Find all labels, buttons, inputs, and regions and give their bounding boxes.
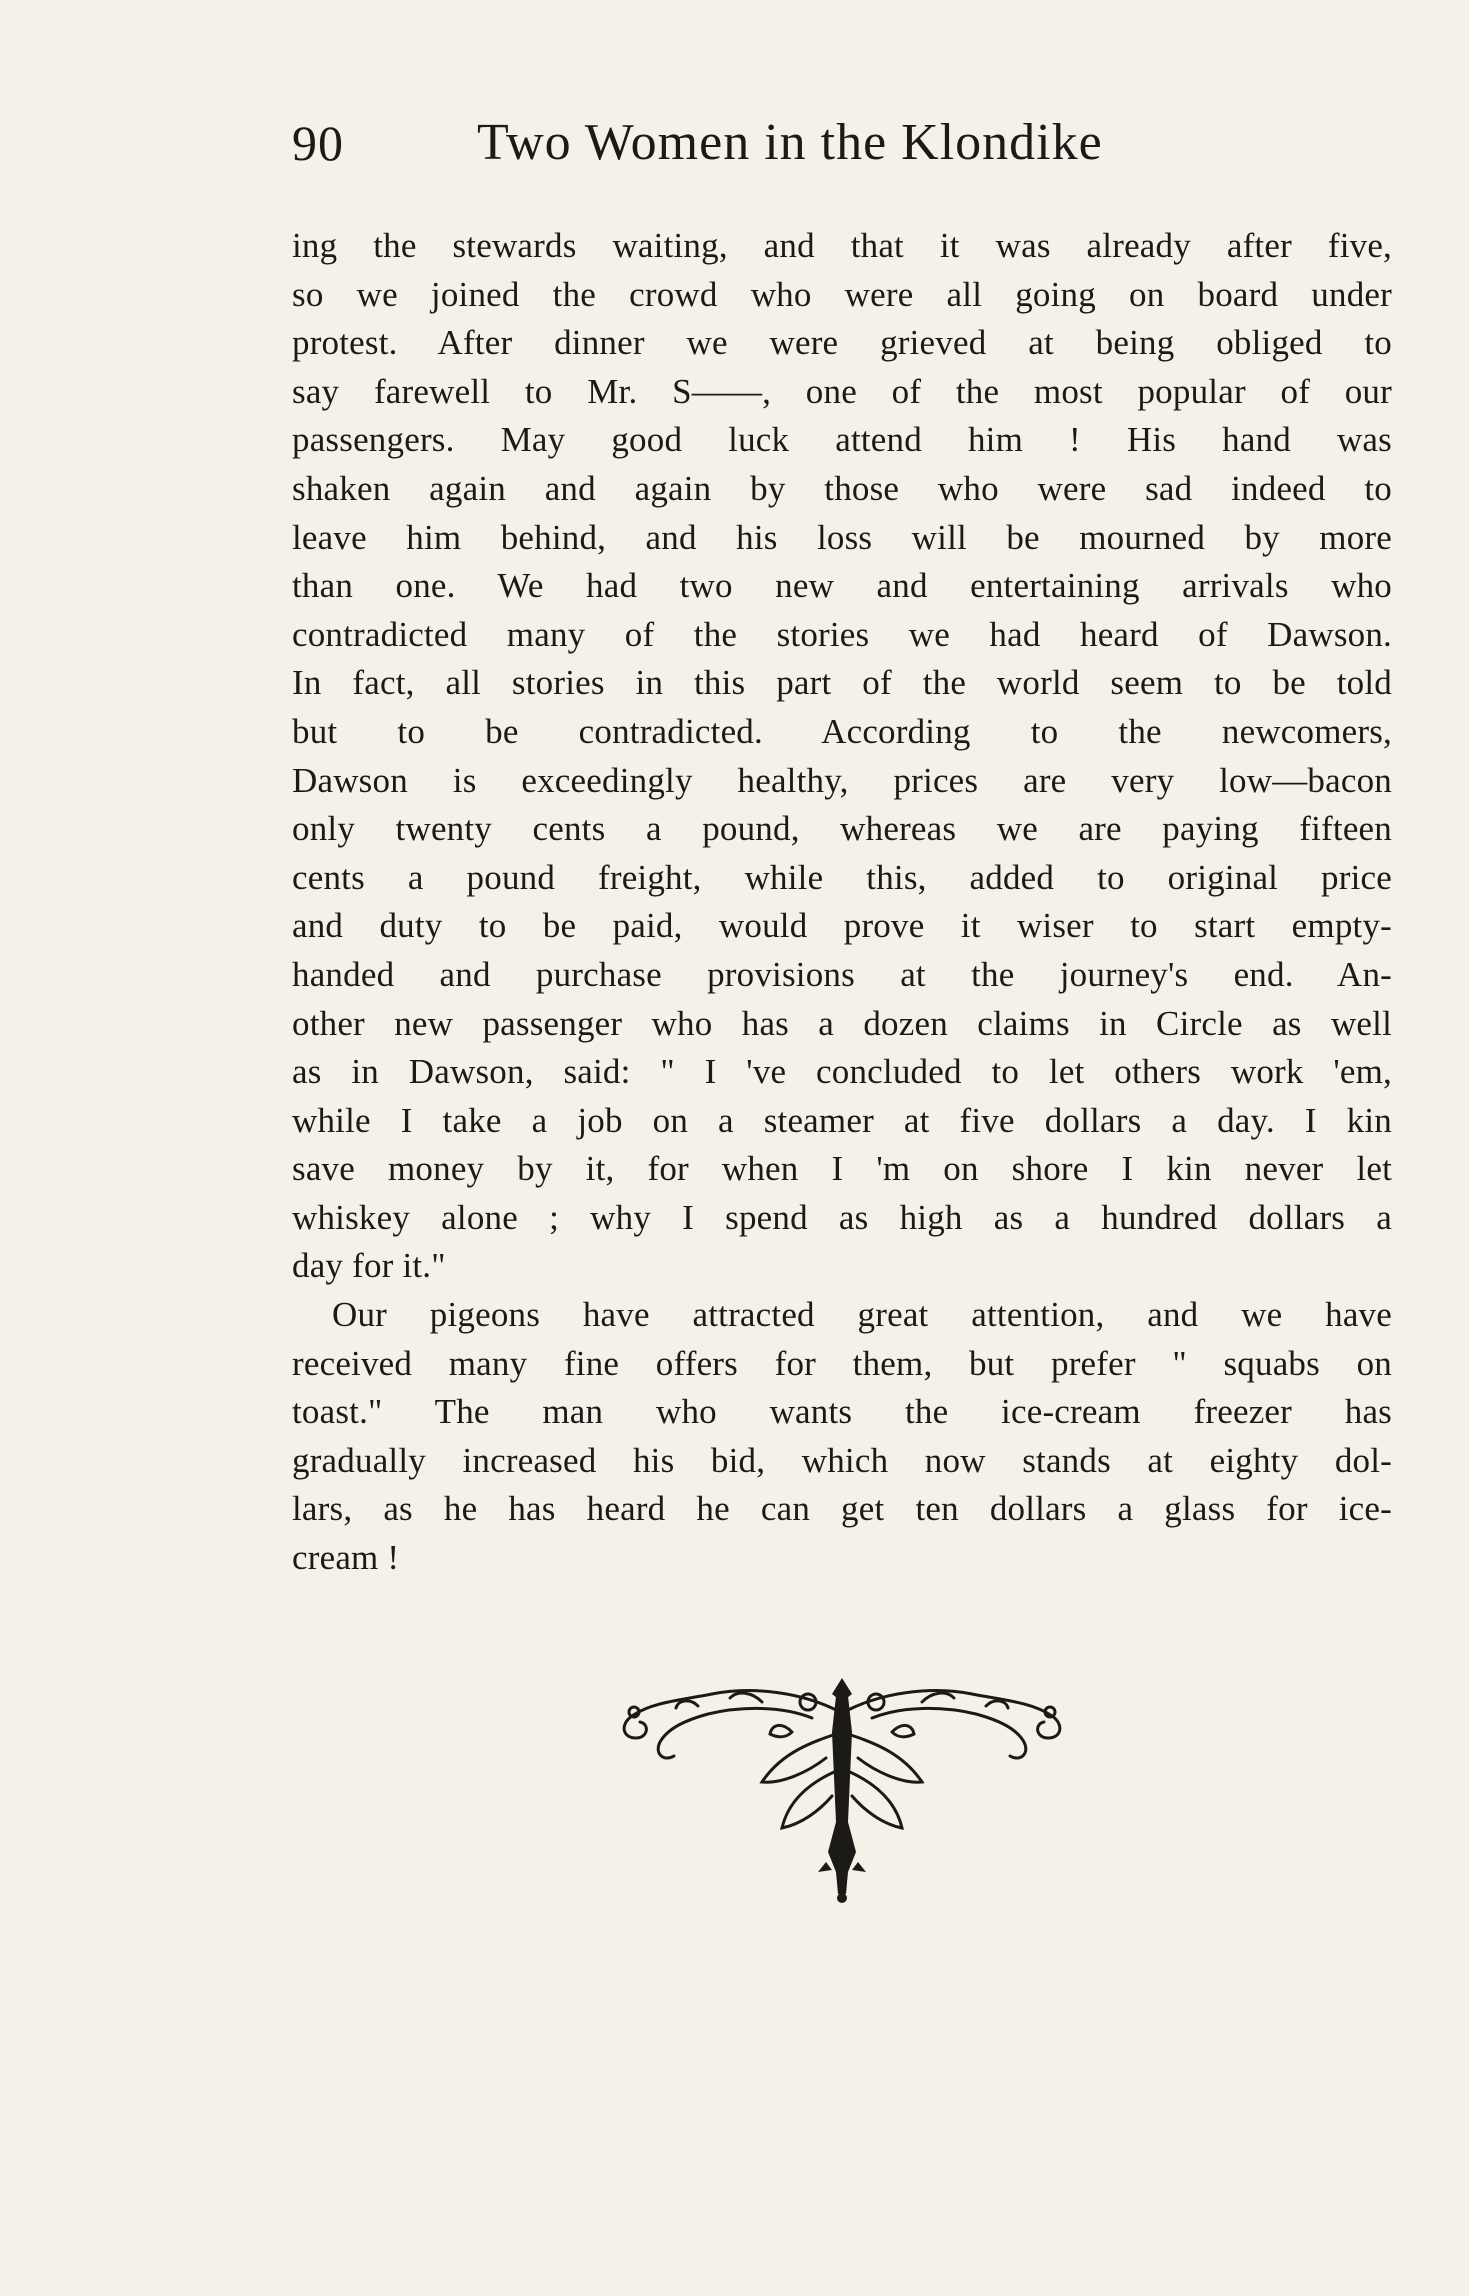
text-line: so we joined the crowd who were all going on board under — [292, 274, 1392, 314]
text-line: leave him behind, and his loss will be mourned by more — [292, 517, 1392, 557]
text-line: and duty to be paid, would prove it wiser to start empty- — [292, 906, 1392, 946]
floral-tailpiece-icon — [612, 1672, 1072, 1904]
text-line: Our pigeons have attracted great attention, and we have — [332, 1295, 1392, 1335]
text-line: only twenty cents a pound, whereas we are paying fifteen — [292, 809, 1392, 849]
text-line: shaken again and again by those who were sad indeed to — [292, 468, 1392, 508]
text-line: cream ! — [292, 1538, 400, 1578]
text-line: cents a pound freight, while this, added to original price — [292, 857, 1392, 897]
text-line: handed and purchase provisions at the journey's end. An- — [292, 954, 1392, 994]
page-header — [292, 108, 1392, 178]
text-line: Dawson is exceedingly healthy, prices are very low—bacon — [292, 760, 1392, 800]
text-line: contradicted many of the stories we had heard of Dawson. — [292, 614, 1392, 654]
text-line: protest. After dinner we were grieved at being obliged to — [292, 323, 1392, 363]
text-line: save money by it, for when I 'm on shore I kin never let — [292, 1149, 1392, 1189]
text-line: In fact, all stories in this part of the world seem to be told — [292, 663, 1392, 703]
text-line: gradually increased his bid, which now stands at eighty dol- — [292, 1440, 1392, 1480]
text-line: received many fine offers for them, but prefer " squabs on — [292, 1343, 1392, 1383]
page-number: 90 — [292, 115, 344, 171]
text-line: other new passenger who has a dozen claims in Circle as well — [292, 1003, 1392, 1043]
text-line: whiskey alone ; why I spend as high as a hundred dollars a — [292, 1197, 1392, 1237]
text-line: toast." The man who wants the ice-cream freezer has — [292, 1392, 1392, 1432]
text-line: than one. We had two new and entertaining arrivals who — [292, 566, 1392, 606]
text-line: lars, as he has heard he can get ten dollars a glass for ice- — [292, 1489, 1392, 1529]
text-line: say farewell to Mr. S——, one of the most popular of our — [292, 371, 1392, 411]
text-line: passengers. May good luck attend him ! His hand was — [292, 420, 1392, 460]
body-text — [292, 222, 1392, 1583]
text-line: as in Dawson, said: " I 've concluded to let others work 'em, — [292, 1052, 1392, 1092]
text-line: while I take a job on a steamer at five dollars a day. I kin — [292, 1100, 1392, 1140]
text-line: but to be contradicted. According to the newcomers, — [292, 711, 1392, 751]
text-line: day for it." — [292, 1246, 446, 1286]
running-title: Two Women in the Klondike — [477, 114, 1103, 171]
text-line: ing the stewards waiting, and that it was already after five, — [292, 226, 1392, 265]
